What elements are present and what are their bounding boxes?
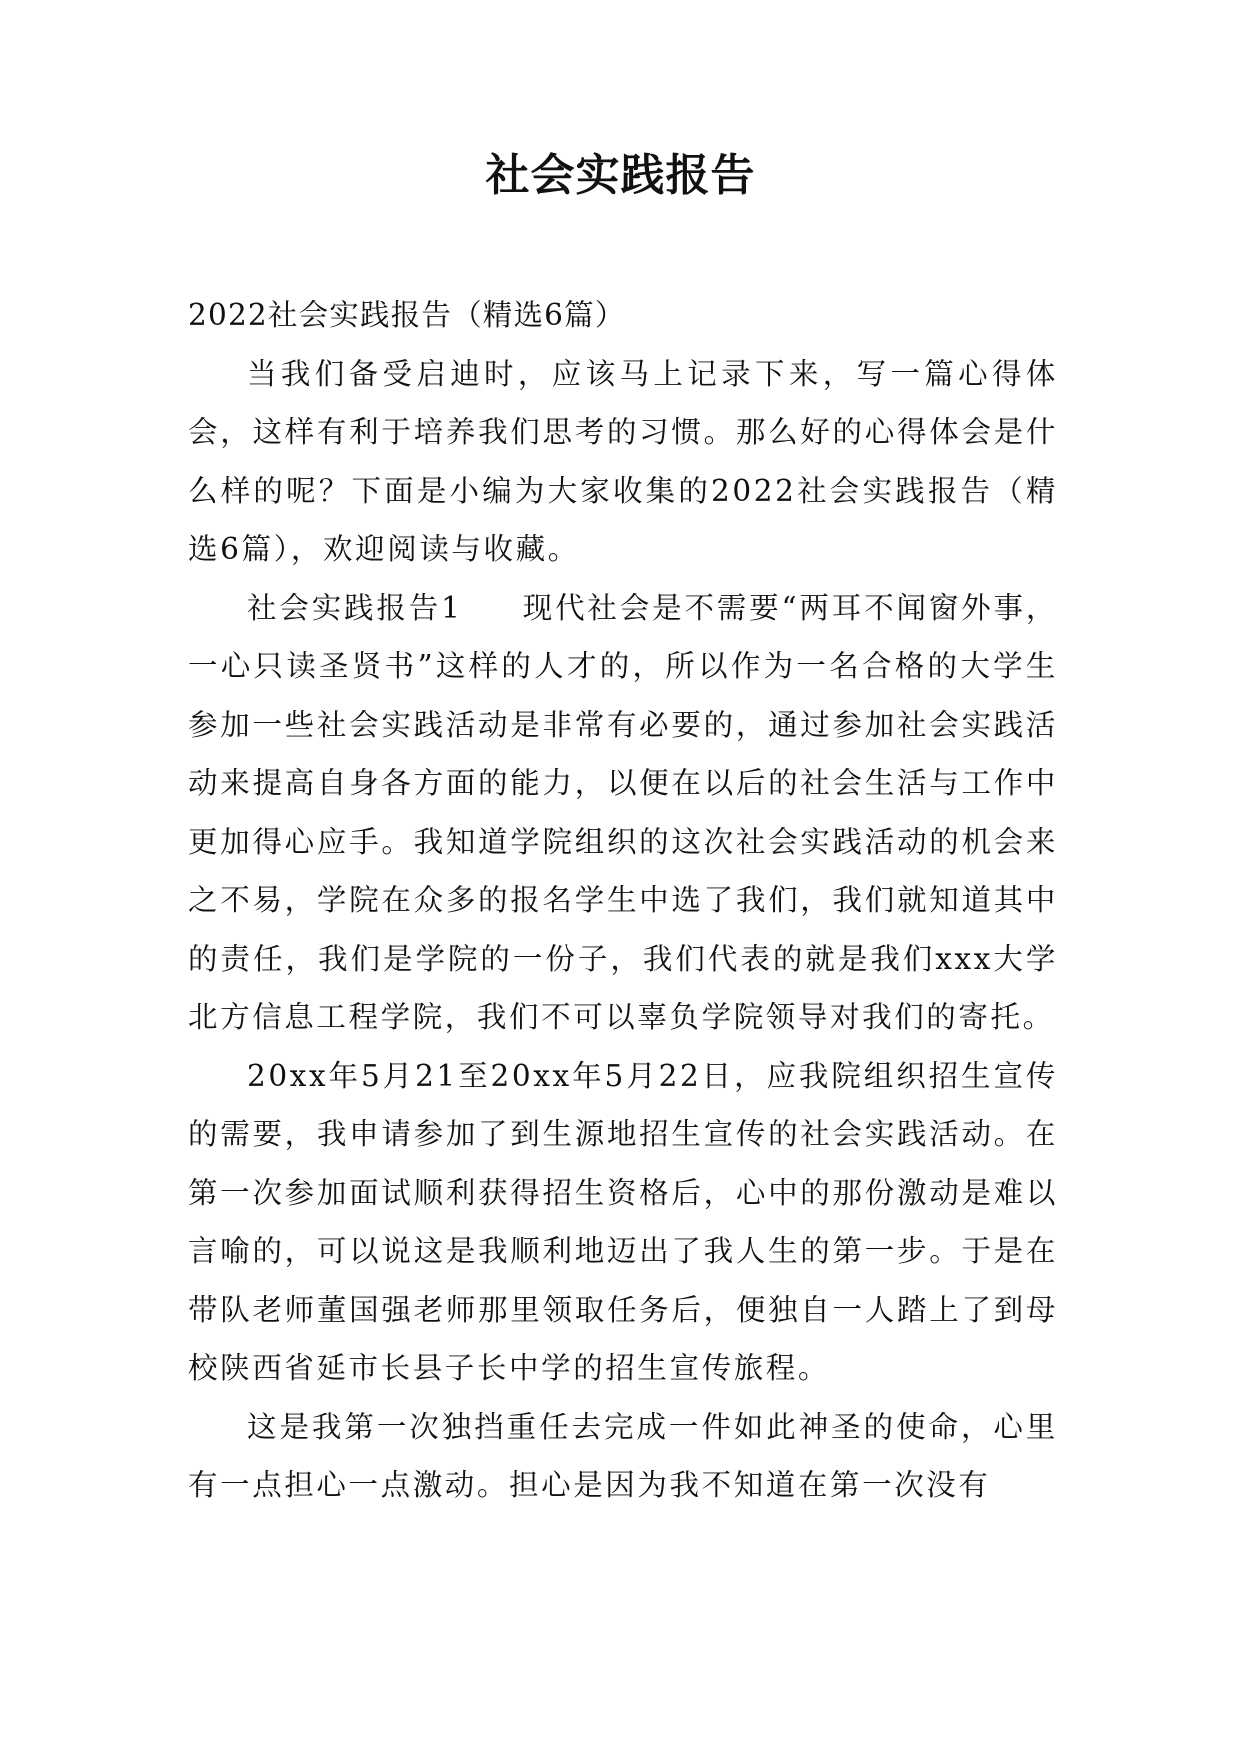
section-1-paragraph-3: 这是我第一次独挡重任去完成一件如此神圣的使命，心里有一点担心一点激动。担心是因为我不知道在第一次没有 bbox=[188, 1409, 1058, 1502]
section-1-paragraph-2: 20xx年5月21至20xx年5月22日，应我院组织招生宣传的需要，我申请参加了到生源地招生宣传的社会实践活动。在第一次参加面试顺利获得招生资格后，心中的那份激动是难以言喻的，可以说这是我顺利地迈出了我人生的第一步。于是在带队老师董国强老师那里领取任务后，便独自一人踏上了到母校陕西省延市长县子长中学的招生宣传旅程。 bbox=[188, 1058, 1058, 1385]
document-body bbox=[188, 286, 1058, 1515]
document-subtitle: 2022社会实践报告（精选6篇） bbox=[188, 298, 626, 332]
section-1-paragraph-1 bbox=[188, 579, 1058, 1047]
document-title: 社会实践报告 bbox=[485, 150, 756, 201]
intro-paragraph: 当我们备受启迪时，应该马上记录下来，写一篇心得体会，这样有利于培养我们思考的习惯。那么好的心得体会是什么样的呢？下面是小编为大家收集的2022社会实践报告（精选6篇），欢迎阅读与收藏。 bbox=[188, 356, 1058, 566]
section-heading: 社会实践报告1 bbox=[247, 590, 463, 625]
section-1-paragraph-1-text: 现代社会是不需要“两耳不闻窗外事，一心只读圣贤书”这样的人才的，所以作为一名合格的大学生参加一些社会实践活动是非常有必要的，通过参加社会实践活动来提高自身各方面的能力，以便在以后的社会生活与工作中更加得心应手。我知道学院组织的这次社会实践活动的机会来之不易，学院在众多的报名学生中选了我们，我们就知道其中的责任，我们是学院的一份子，我们代表的就是我们xxx大学北方信息工程学院，我们不可以辜负学院领导对我们的寄托。 bbox=[188, 590, 1058, 1034]
